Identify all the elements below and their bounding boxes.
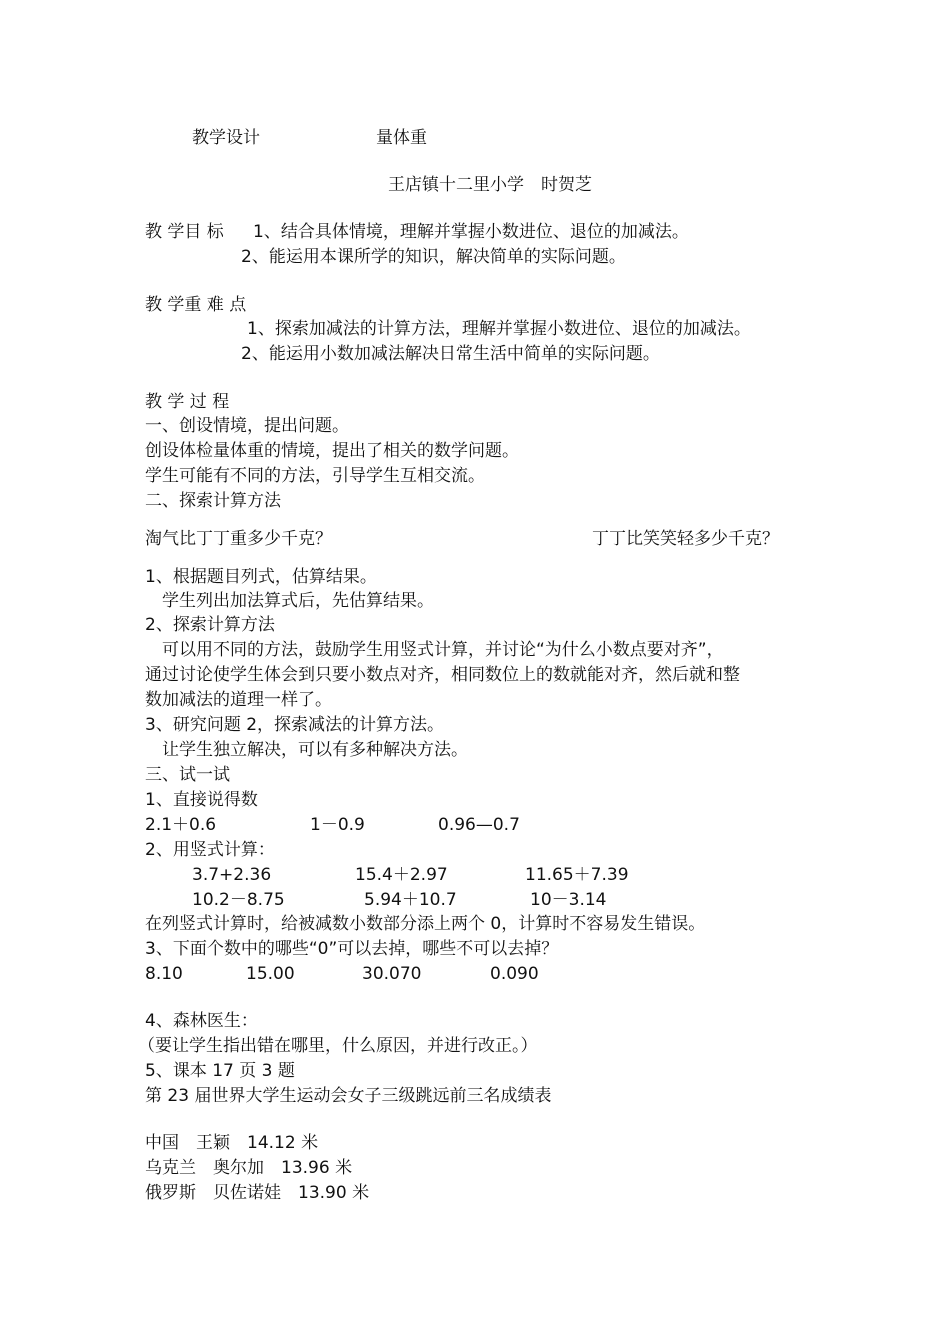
task-2: 2、用竖式计算： bbox=[145, 840, 275, 860]
objectives-heading: 教 学目 标 bbox=[145, 222, 224, 242]
task-3-item: 0.090 bbox=[490, 964, 539, 984]
step-2-line-2: 通过讨论使学生体会到只要小数点对齐，相同数位上的数就能对齐，然后就和整 bbox=[145, 665, 740, 685]
difficulty-item-1: 1、探索加减法的计算方法，理解并掌握小数进位、退位的加减法。 bbox=[247, 319, 751, 339]
task-4-note: （要让学生指出错在哪里，什么原因，并进行改正。） bbox=[138, 1036, 538, 1056]
process-heading: 教 学 过 程 bbox=[145, 392, 230, 412]
step-2-line-1: 可以用不同的方法，鼓励学生用竖式计算，并讨论“为什么小数点要对齐”， bbox=[162, 640, 724, 660]
step-3: 3、研究问题 2，探索减法的计算方法。 bbox=[145, 715, 445, 735]
page-title: 量体重 bbox=[376, 128, 427, 148]
results-table-title: 第 23 届世界大学生运动会女子三级跳远前三名成绩表 bbox=[145, 1086, 552, 1106]
question-2: 丁丁比笑笑轻多少千克？ bbox=[592, 529, 779, 549]
step-3-desc: 让学生独立解决，可以有多种解决方法。 bbox=[162, 740, 468, 760]
task-3-item: 30.070 bbox=[362, 964, 422, 984]
task-2-note: 在列竖式计算时，给被减数小数部分添上两个 0，计算时不容易发生错误。 bbox=[145, 914, 706, 934]
section-2-title: 二、探索计算方法 bbox=[145, 491, 281, 511]
step-2-line-3: 数加减法的道理一样了。 bbox=[145, 690, 332, 710]
author-line: 王店镇十二里小学 时贺芝 bbox=[388, 175, 592, 195]
section-3-title: 三、试一试 bbox=[145, 765, 230, 785]
task-2-item: 10－3.14 bbox=[530, 890, 607, 910]
section-1-para-1: 创设体检量体重的情境，提出了相关的数学问题。 bbox=[145, 441, 519, 461]
result-row: 乌克兰 奥尔加 13.96 米 bbox=[145, 1158, 353, 1178]
task-3-item: 8.10 bbox=[145, 964, 183, 984]
objective-item-2: 2、能运用本课所学的知识，解决简单的实际问题。 bbox=[241, 247, 626, 267]
difficulties-heading: 教 学重 难 点 bbox=[145, 295, 247, 315]
task-1: 1、直接说得数 bbox=[145, 790, 258, 810]
section-1-para-2: 学生可能有不同的方法，引导学生互相交流。 bbox=[145, 466, 485, 486]
task-2-item: 10.2－8.75 bbox=[192, 890, 285, 910]
task-1-item: 2.1＋0.6 bbox=[145, 815, 217, 835]
task-2-item: 5.94＋10.7 bbox=[364, 890, 457, 910]
task-2-item: 11.65＋7.39 bbox=[525, 865, 629, 885]
task-5: 5、课本 17 页 3 题 bbox=[145, 1061, 295, 1081]
step-1-desc: 学生列出加法算式后，先估算结果。 bbox=[162, 591, 434, 611]
task-2-item: 15.4＋2.97 bbox=[355, 865, 448, 885]
task-4: 4、森林医生： bbox=[145, 1011, 258, 1031]
task-1-item: 1－0.9 bbox=[310, 815, 365, 835]
result-row: 俄罗斯 贝佐诺娃 13.90 米 bbox=[145, 1183, 370, 1203]
question-1: 淘气比丁丁重多少千克？ bbox=[145, 529, 332, 549]
task-3-item: 15.00 bbox=[246, 964, 295, 984]
step-1: 1、根据题目列式，估算结果。 bbox=[145, 567, 377, 587]
objective-item-1: 1、结合具体情境，理解并掌握小数进位、退位的加减法。 bbox=[253, 222, 689, 242]
result-row: 中国 王颖 14.12 米 bbox=[145, 1133, 319, 1153]
step-2: 2、探索计算方法 bbox=[145, 615, 275, 635]
task-1-item: 0.96—0.7 bbox=[438, 815, 520, 835]
task-2-item: 3.7+2.36 bbox=[192, 865, 272, 885]
task-3: 3、下面个数中的哪些“0”可以去掉，哪些不可以去掉？ bbox=[145, 939, 559, 959]
header-label: 教学设计 bbox=[192, 128, 260, 148]
section-1-title: 一、创设情境，提出问题。 bbox=[145, 416, 349, 436]
difficulty-item-2: 2、能运用小数加减法解决日常生活中简单的实际问题。 bbox=[241, 344, 660, 364]
